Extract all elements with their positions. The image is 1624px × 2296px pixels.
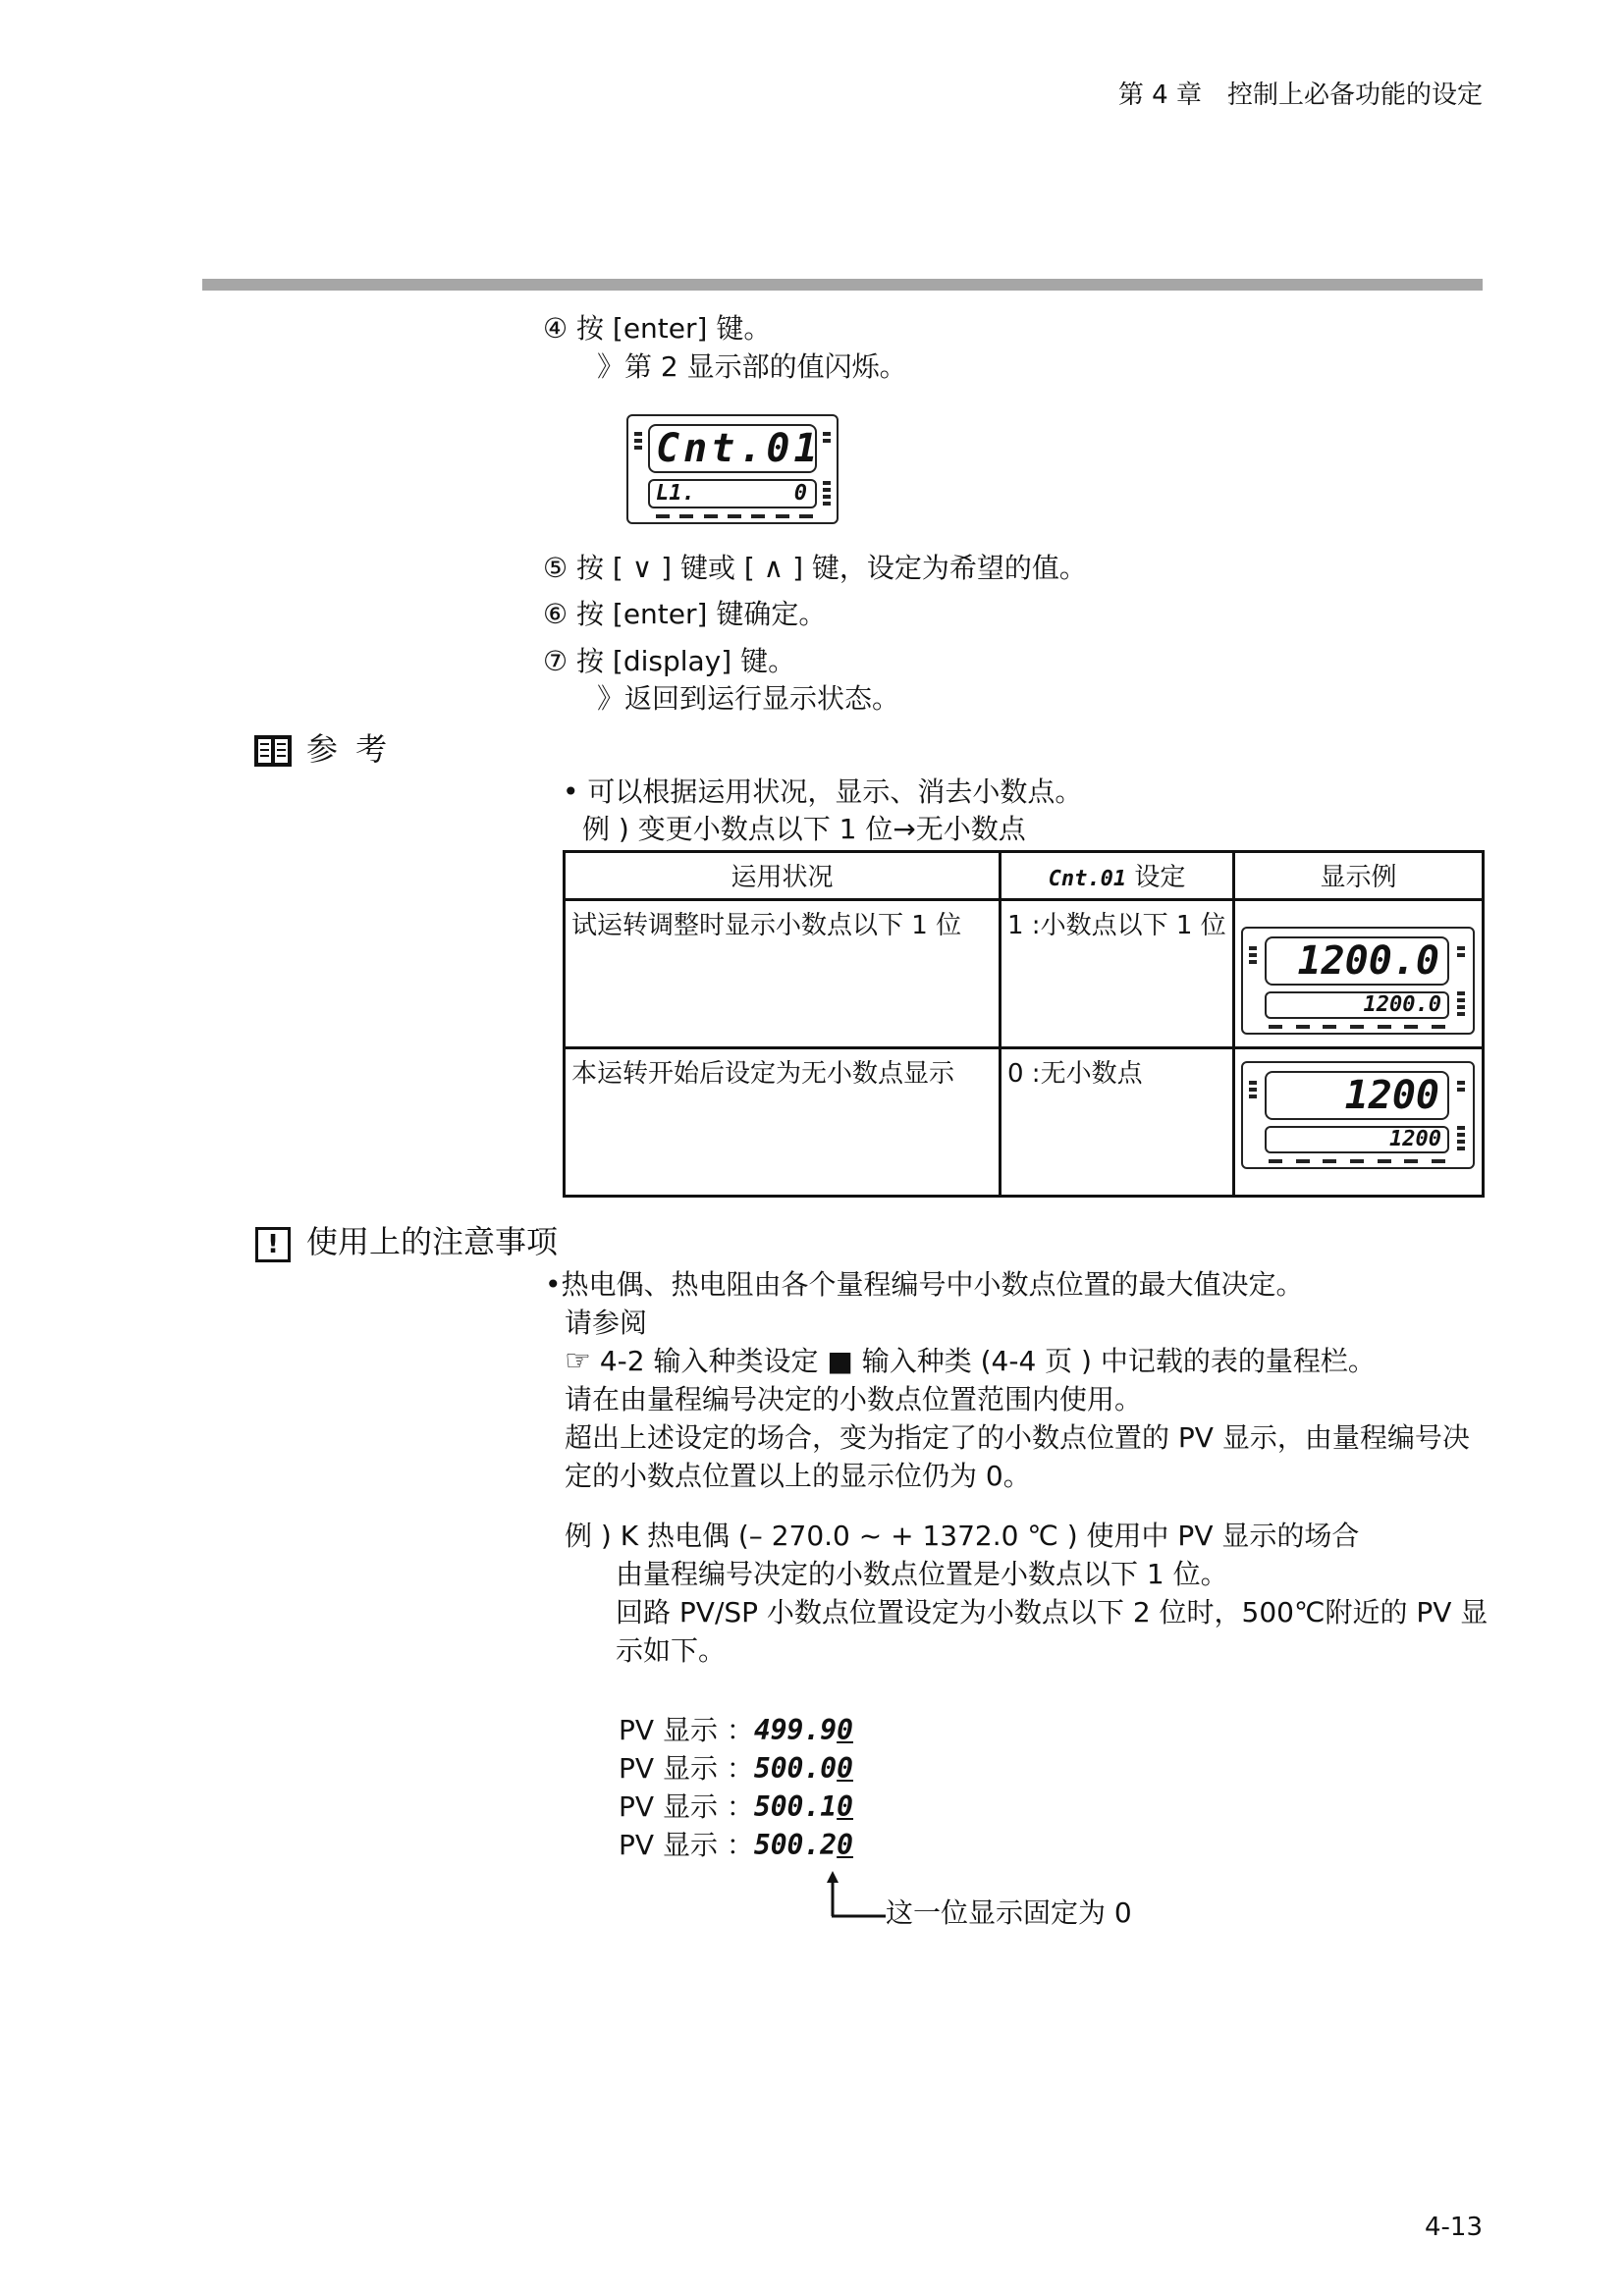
table-header-situation: 运用状况 — [565, 852, 1001, 900]
pv-value-fixed-digit: 0 — [837, 1714, 853, 1746]
step-5: ⑤ 按 [ ∨ ] 键或 [ ∧ ] 键，设定为希望的值。 — [543, 552, 1087, 584]
display-primary-value: 1200.0 — [1297, 938, 1439, 984]
fixed-digit-annotation: 这一位显示固定为 0 — [886, 1896, 1132, 1929]
example-line-2: 由量程编号决定的小数点位置是小数点以下 1 位。 — [616, 1558, 1228, 1590]
lcd-secondary-label: L1. — [656, 481, 695, 506]
decimal-point-table — [563, 850, 1485, 1198]
table-header-display-example: 显示例 — [1234, 852, 1484, 900]
lcd-primary-value: Cnt.01 — [656, 426, 822, 471]
display-example-illustration — [1241, 1061, 1475, 1169]
reference-bullet: • 可以根据运用状况，显示、消去小数点。 — [563, 775, 1083, 808]
table-row — [565, 1048, 1484, 1197]
header-divider — [202, 279, 1483, 291]
pv-value-main: 500.0 — [753, 1752, 838, 1785]
pv-value-main: 499.9 — [753, 1714, 838, 1746]
chapter-header: 第 4 章 控制上必备功能的设定 — [1117, 80, 1483, 110]
table-cell-situation: 本运转开始后设定为无小数点显示 — [565, 1048, 1001, 1197]
pv-label: PV 显示 ： — [619, 1790, 754, 1823]
display-primary-value: 1200 — [1344, 1073, 1439, 1118]
reference-heading: 参 考 — [306, 730, 392, 768]
example-line-3: 回路 PV/SP 小数点位置设定为小数点以下 2 位时，500℃附近的 PV 显 — [616, 1596, 1489, 1629]
pv-value-fixed-digit: 0 — [837, 1790, 853, 1823]
pv-row — [619, 1712, 853, 1749]
arrow-icon — [821, 1869, 890, 1928]
caution-reference-text: 4-2 输入种类设定 ■ 输入种类 (4-4 页 ) 中记载的表的量程栏。 — [599, 1345, 1376, 1377]
pointing-hand-icon: ☞ — [565, 1344, 591, 1378]
lcd-secondary-value: 0 — [793, 481, 807, 506]
controller-display-illustration — [626, 414, 839, 524]
setting-code: Cnt.01 — [1048, 867, 1127, 891]
warning-icon: ! — [255, 1227, 291, 1262]
table-cell-setting: 1 :小数点以下 1 位 — [1001, 900, 1234, 1048]
setting-suffix: 设定 — [1126, 863, 1186, 892]
pv-value — [754, 1829, 853, 1861]
step-4: ④ 按 [enter] 键。 — [543, 312, 772, 345]
display-secondary-value: 1200.0 — [1363, 992, 1441, 1017]
caution-line-4: 请在由量程编号决定的小数点位置范围内使用。 — [565, 1383, 1143, 1415]
table-cell-display — [1234, 900, 1484, 1048]
caution-line-1: •热电偶、热电阻由各个量程编号中小数点位置的最大值决定。 — [545, 1268, 1304, 1301]
page-number: 4-13 — [1424, 2213, 1483, 2242]
table-cell-display — [1234, 1048, 1484, 1197]
pv-value-fixed-digit: 0 — [837, 1829, 853, 1861]
caution-heading: 使用上的注意事项 — [306, 1223, 559, 1260]
pv-row — [619, 1789, 853, 1826]
example-line-4: 示如下。 — [616, 1634, 727, 1667]
caution-reference-line — [565, 1343, 1376, 1380]
step-7: ⑦ 按 [display] 键。 — [543, 645, 796, 677]
pv-row — [619, 1750, 853, 1788]
pv-value — [754, 1752, 853, 1785]
reference-example: 例 ) 变更小数点以下 1 位→无小数点 — [582, 813, 1026, 845]
table-cell-situation: 试运转调整时显示小数点以下 1 位 — [565, 900, 1001, 1048]
pv-value-main: 500.2 — [753, 1829, 838, 1861]
caution-line-2: 请参阅 — [565, 1307, 648, 1339]
book-icon — [253, 733, 293, 769]
caution-line-6: 定的小数点位置以上的显示位仍为 0。 — [565, 1460, 1031, 1492]
step-6: ⑥ 按 [enter] 键确定。 — [543, 598, 827, 630]
table-row — [565, 900, 1484, 1048]
table-cell-setting: 0 :无小数点 — [1001, 1048, 1234, 1197]
pv-value — [754, 1790, 853, 1823]
pv-row — [619, 1827, 853, 1864]
table-header-setting — [1001, 852, 1234, 900]
step-7-result: 》返回到运行显示状态。 — [597, 682, 900, 715]
pv-label: PV 显示 ： — [619, 1752, 754, 1785]
display-example-illustration — [1241, 927, 1475, 1035]
pv-value — [754, 1714, 853, 1746]
example-line-1: 例 ) K 热电偶 (– 270.0 ~ + 1372.0 ℃ ) 使用中 PV 显示的场合 — [565, 1520, 1360, 1552]
display-secondary-value: 1200 — [1389, 1127, 1441, 1151]
pv-label: PV 显示 ： — [619, 1714, 754, 1746]
pv-value-main: 500.1 — [753, 1790, 838, 1823]
pv-value-fixed-digit: 0 — [837, 1752, 853, 1785]
step-4-result: 》第 2 显示部的值闪烁。 — [597, 350, 907, 383]
caution-line-5: 超出上述设定的场合，变为指定了的小数点位置的 PV 显示，由量程编号决 — [565, 1421, 1470, 1454]
pv-label: PV 显示 ： — [619, 1829, 754, 1861]
